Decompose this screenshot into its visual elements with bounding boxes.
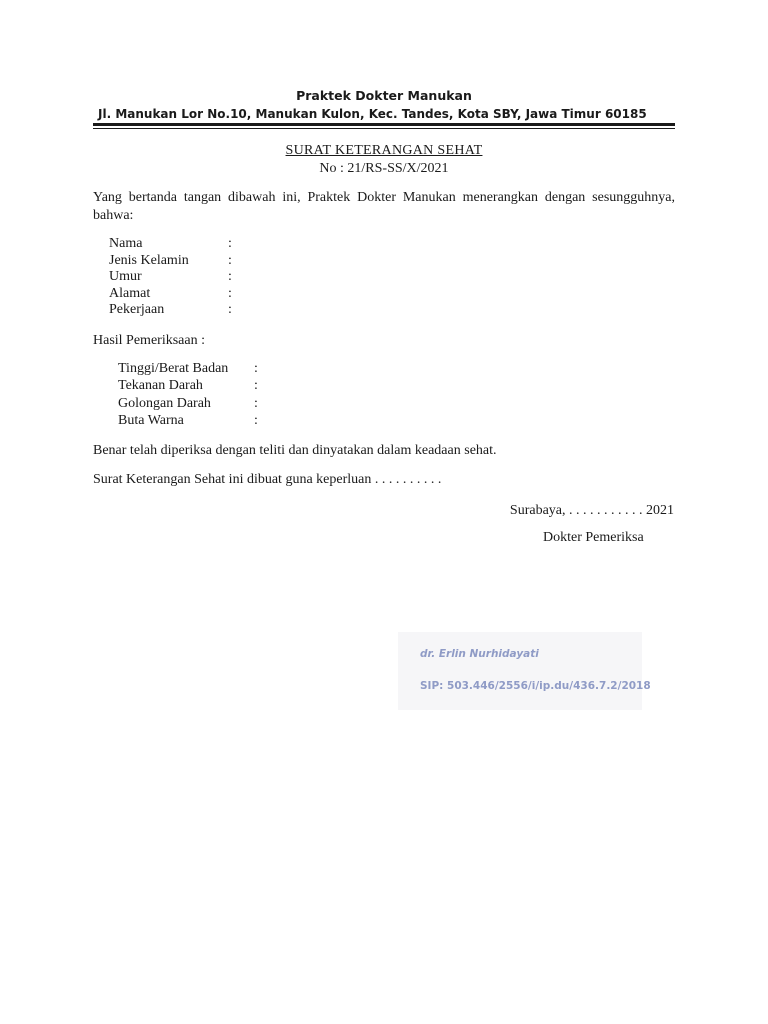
letterhead-rule-thick xyxy=(93,123,675,126)
health-statement: Benar telah diperiksa dengan teliti dan dinyatakan dalam keadaan sehat. xyxy=(93,443,497,458)
signer-title: Dokter Pemeriksa xyxy=(543,530,644,545)
place-date: Surabaya, . . . . . . . . . . . 2021 xyxy=(509,503,674,518)
field-label: Jenis Kelamin xyxy=(109,253,189,268)
clinic-address: Jl. Manukan Lor No.10, Manukan Kulon, Kec. Tandes, Kota SBY, Jawa Timur 60185 xyxy=(98,107,647,121)
stamp-doctor-name: dr. Erlin Nurhidayati xyxy=(420,648,539,660)
exam-heading: Hasil Pemeriksaan : xyxy=(93,333,205,348)
document-number: No : 21/RS-SS/X/2021 xyxy=(319,161,449,176)
field-colon: : xyxy=(228,302,232,317)
purpose-line: Surat Keterangan Sehat ini dibuat guna keperluan . . . . . . . . . . xyxy=(93,472,442,487)
field-colon: : xyxy=(254,396,258,411)
field-label: Tinggi/Berat Badan xyxy=(118,361,229,376)
field-colon: : xyxy=(228,253,232,268)
field-label: Buta Warna xyxy=(118,413,184,428)
document-title: SURAT KETERANGAN SEHAT xyxy=(285,143,483,158)
field-label: Tekanan Darah xyxy=(118,378,203,393)
stamp-sip-number: SIP: 503.446/2556/i/ip.du/436.7.2/2018 xyxy=(420,680,651,692)
field-label: Golongan Darah xyxy=(118,396,211,411)
field-colon: : xyxy=(228,286,232,301)
field-label: Umur xyxy=(109,269,142,284)
field-label: Pekerjaan xyxy=(109,302,165,317)
field-colon: : xyxy=(254,413,258,428)
field-label: Alamat xyxy=(109,286,151,301)
clinic-name: Praktek Dokter Manukan xyxy=(296,88,472,103)
field-label: Nama xyxy=(109,236,143,251)
doctor-stamp xyxy=(398,632,651,710)
field-colon: : xyxy=(228,269,232,284)
field-colon: : xyxy=(254,378,258,393)
field-colon: : xyxy=(254,361,258,376)
letterhead-rule-thin xyxy=(93,128,675,129)
field-colon: : xyxy=(228,236,232,251)
intro-paragraph: Yang bertanda tangan dibawah ini, Praktek Dokter Manukan menerangkan dengan sesungguhnya, bahwa: xyxy=(93,190,675,223)
